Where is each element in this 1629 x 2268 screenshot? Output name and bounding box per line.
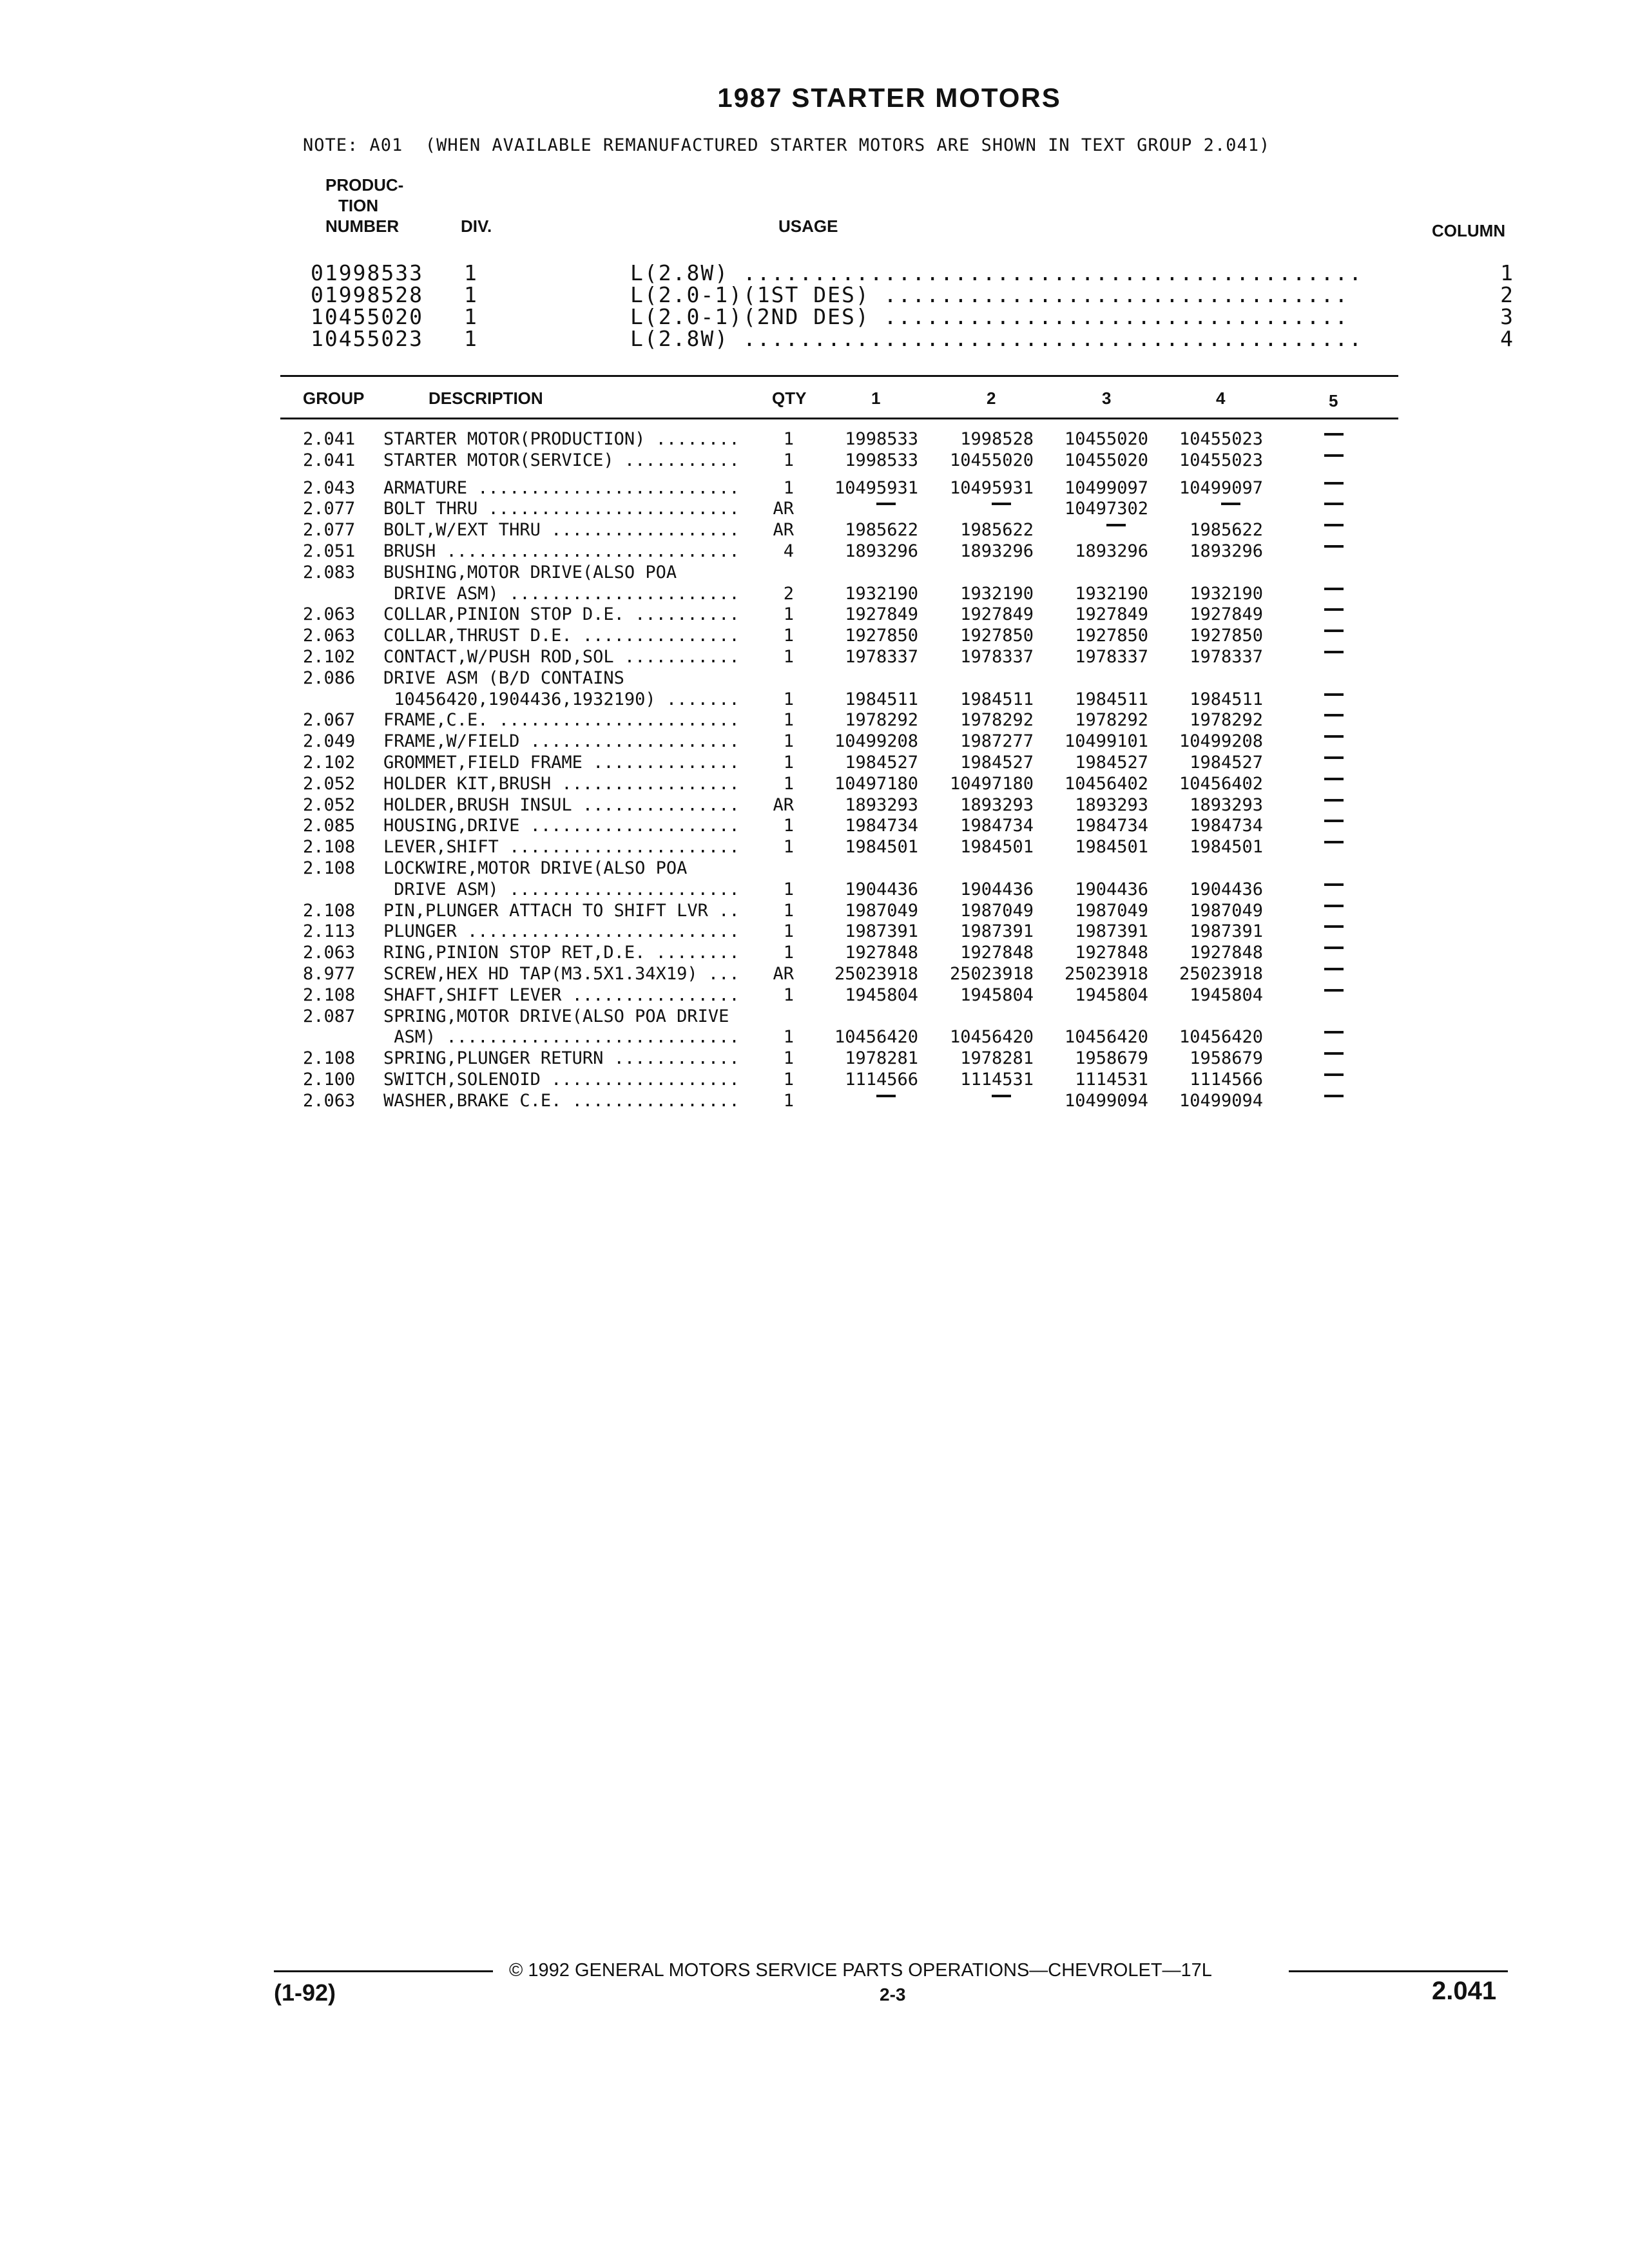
part-col-1-number: 1932190 [845,583,918,604]
part-qty: AR [773,499,794,519]
part-qty: 1 [783,1027,794,1048]
part-col-5-dash [1324,714,1344,716]
part-col-1-number: 1998533 [845,429,918,449]
part-col-2-number: 1984501 [960,837,1034,858]
part-col-3-number: 1904436 [1075,879,1148,899]
production-usage: L(2.8W) ............................................ [630,326,1364,351]
part-col-4-number: 1984527 [1190,753,1263,773]
part-col-2-number: 1927849 [960,604,1034,625]
part-col-5-dash [1324,608,1344,611]
part-col-5-dash [1324,503,1344,505]
part-col-5-dash [1324,1073,1344,1076]
footer-copyright: © 1992 GENERAL MOTORS SERVICE PARTS OPERATIONS—CHEVROLET—17L [509,1960,1212,1981]
part-col-3-number: 10499097 [1064,477,1148,498]
part-group: 2.108 [303,900,356,921]
part-group: 2.086 [303,668,356,688]
part-col-5-dash [1324,454,1344,457]
part-group: 2.067 [303,710,356,731]
part-col-2-number: 1927850 [960,626,1034,646]
col-header-1: 1 [871,389,881,408]
part-qty: 1 [783,604,794,625]
part-description: SWITCH,SOLENOID .................. [383,1070,740,1090]
part-col-1-number: 1927849 [845,604,918,625]
part-col-4-number: 10456420 [1179,1027,1263,1048]
footer-page-number: 2-3 [880,1984,906,2004]
part-col-4-number: 1958679 [1190,1048,1263,1069]
part-col-4-number: 1927848 [1190,943,1263,963]
part-col-5-dash [1324,925,1344,928]
part-description: BOLT THRU ........................ [383,499,740,519]
production-usage: L(2.0-1)(1ST DES) ................................. [630,282,1349,307]
part-col-2-number: 1904436 [960,879,1034,899]
part-qty: 1 [783,943,794,963]
production-column: 2 [1500,282,1514,307]
part-col-2-number: 1985622 [960,520,1034,541]
part-col-4-dash [1221,503,1240,505]
part-description: DRIVE ASM) ...................... [383,879,740,899]
part-description: COLLAR,PINION STOP D.E. .......... [383,604,740,625]
prod-header-usage: USAGE [778,216,838,236]
part-description: BOLT,W/EXT THRU .................. [383,520,740,541]
part-qty: 1 [783,429,794,449]
part-col-2-number: 1978337 [960,647,1034,667]
part-col-2-number: 1984734 [960,816,1034,836]
col-header-2: 2 [987,389,996,408]
part-description: COLLAR,THRUST D.E. ............... [383,626,740,646]
part-col-3-number: 1987391 [1075,921,1148,942]
part-col-4-number: 1927849 [1190,604,1263,625]
part-col-3-number: 1927850 [1075,626,1148,646]
part-col-3-number: 1932190 [1075,583,1148,604]
part-col-5-dash [1324,947,1344,949]
part-col-4-number: 1945804 [1190,985,1263,1005]
part-col-3-number: 1114531 [1075,1070,1148,1090]
part-col-5-dash [1324,1095,1344,1097]
part-col-5-dash [1324,629,1344,632]
part-group: 2.052 [303,794,356,815]
part-group: 2.108 [303,1048,356,1069]
part-qty: 1 [783,1048,794,1069]
table-top-rule [280,375,1398,377]
part-description: CONTACT,W/PUSH ROD,SOL ........... [383,647,740,667]
part-description: BRUSH ............................ [383,541,740,561]
production-usage: L(2.0-1)(2ND DES) ................................. [630,304,1349,329]
part-description: SPRING,PLUNGER RETURN ............ [383,1048,740,1069]
part-group: 2.049 [303,731,356,752]
part-col-5-dash [1324,482,1344,485]
part-description: HOLDER KIT,BRUSH ................. [383,773,740,794]
part-col-4-number: 1893293 [1190,794,1263,815]
part-col-2-number: 1932190 [960,583,1034,604]
part-col-5-dash [1324,799,1344,802]
part-qty: AR [773,794,794,815]
production-div: 1 [464,282,478,307]
part-col-3-number: 10456420 [1064,1027,1148,1048]
part-group: 2.063 [303,943,356,963]
part-qty: 1 [783,773,794,794]
part-col-2-number: 1987391 [960,921,1034,942]
part-description: BUSHING,MOTOR DRIVE(ALSO POA [383,562,677,582]
part-col-5-dash [1324,968,1344,970]
part-col-1-number: 1985622 [845,520,918,541]
part-group: 2.108 [303,858,356,878]
part-col-1-number: 10499208 [834,731,918,752]
part-col-3-number: 1984501 [1075,837,1148,858]
note-text: NOTE: A01 (WHEN AVAILABLE REMANUFACTURED STARTER MOTORS ARE SHOWN IN TEXT GROUP 2.041) [303,135,1271,155]
part-col-4-number: 1927850 [1190,626,1263,646]
part-col-1-number: 1945804 [845,985,918,1005]
part-col-1-dash [876,503,896,505]
part-col-3-number: 10497302 [1064,499,1148,519]
production-usage: L(2.8W) ............................................ [630,260,1364,285]
col-header-qty: QTY [772,389,807,408]
part-col-1-number: 1978281 [845,1048,918,1069]
part-col-2-number: 1998528 [960,429,1034,449]
part-col-1-number: 1904436 [845,879,918,899]
part-description: LEVER,SHIFT ...................... [383,837,740,858]
part-col-2-number: 10455020 [949,450,1034,470]
prod-header-line1: PRODUC- [325,175,404,195]
part-col-4-number: 1932190 [1190,583,1263,604]
part-col-3-dash [1106,524,1126,526]
part-group: 2.041 [303,429,356,449]
part-col-5-dash [1324,433,1344,436]
part-description: SCREW,HEX HD TAP(M3.5X1.34X19) ... [383,964,740,984]
part-col-4-number: 1114566 [1190,1070,1263,1090]
part-col-4-number: 1985622 [1190,520,1263,541]
part-description: HOUSING,DRIVE .................... [383,816,740,836]
part-description: RING,PINION STOP RET,D.E. ........ [383,943,740,963]
col-header-4: 4 [1216,389,1226,408]
part-col-5-dash [1324,756,1344,759]
part-qty: 1 [783,626,794,646]
part-col-1-number: 1984527 [845,753,918,773]
part-col-1-number: 25023918 [834,964,918,984]
part-col-3-number: 1958679 [1075,1048,1148,1069]
part-col-2-number: 1978281 [960,1048,1034,1069]
part-col-5-dash [1324,545,1344,548]
part-col-2-number: 10495931 [949,477,1034,498]
part-group: 2.108 [303,837,356,858]
part-col-3-number: 10456402 [1064,773,1148,794]
part-qty: 1 [783,710,794,731]
part-description: ARMATURE ......................... [383,477,740,498]
col-header-group: GROUP [303,389,365,408]
part-col-2-number: 1987277 [960,731,1034,752]
part-col-3-number: 1893293 [1075,794,1148,815]
page-title: 1987 STARTER MOTORS [717,82,1061,113]
production-div: 1 [464,326,478,351]
part-description: FRAME,W/FIELD .................... [383,731,740,752]
part-col-1-number: 1987391 [845,921,918,942]
table-header-rule [280,418,1398,419]
part-group: 2.077 [303,520,356,541]
part-col-3-number: 25023918 [1064,964,1148,984]
prod-header-line2: TION [338,196,379,215]
footer-section-number: 2.041 [1432,1977,1497,2005]
part-group: 2.113 [303,921,356,942]
part-group: 2.102 [303,647,356,667]
part-col-5-dash [1324,1031,1344,1033]
part-col-5-dash [1324,820,1344,822]
part-qty: 1 [783,837,794,858]
part-col-1-number: 1984734 [845,816,918,836]
part-col-4-number: 10499208 [1179,731,1263,752]
part-col-3-number: 1927848 [1075,943,1148,963]
part-group: 2.100 [303,1070,356,1090]
footer-rule-right [1289,1970,1508,1972]
part-col-4-number: 1978292 [1190,710,1263,731]
part-col-5-dash [1324,693,1344,696]
part-col-1-number: 1927850 [845,626,918,646]
part-description: ASM) ............................ [383,1027,740,1048]
part-description: DRIVE ASM (B/D CONTAINS [383,668,624,688]
part-col-2-number: 1978292 [960,710,1034,731]
part-qty: 1 [783,1070,794,1090]
part-description: STARTER MOTOR(PRODUCTION) ........ [383,429,740,449]
part-description: HOLDER,BRUSH INSUL ............... [383,794,740,815]
part-description: GROMMET,FIELD FRAME .............. [383,753,740,773]
part-col-2-number: 1987049 [960,900,1034,921]
part-group: 2.052 [303,773,356,794]
part-col-3-number: 1945804 [1075,985,1148,1005]
part-group: 2.102 [303,753,356,773]
part-col-2-number: 1927848 [960,943,1034,963]
part-col-4-number: 1987049 [1190,900,1263,921]
part-description: WASHER,BRAKE C.E. ................ [383,1090,740,1111]
part-col-1-number: 1893293 [845,794,918,815]
part-col-4-number: 1893296 [1190,541,1263,561]
part-qty: 1 [783,753,794,773]
part-col-4-number: 10455023 [1179,450,1263,470]
part-group: 2.087 [303,1006,356,1026]
part-group: 2.063 [303,604,356,625]
part-qty: 4 [783,541,794,561]
part-qty: 1 [783,879,794,899]
production-column: 4 [1500,326,1514,351]
part-col-4-number: 10455023 [1179,429,1263,449]
part-qty: 1 [783,450,794,470]
part-group: 2.085 [303,816,356,836]
part-col-5-dash [1324,1052,1344,1055]
part-group: 2.051 [303,541,356,561]
part-group: 2.043 [303,477,356,498]
part-description: PIN,PLUNGER ATTACH TO SHIFT LVR .. [383,900,740,921]
part-description: SPRING,MOTOR DRIVE(ALSO POA DRIVE [383,1006,729,1026]
part-col-5-dash [1324,841,1344,843]
part-qty: 1 [783,900,794,921]
part-col-1-number: 1987049 [845,900,918,921]
prod-header-div: DIV. [461,216,492,236]
part-col-3-number: 10455020 [1064,429,1148,449]
part-col-5-dash [1324,735,1344,738]
part-col-5-dash [1324,524,1344,526]
part-col-1-number: 1927848 [845,943,918,963]
part-col-3-number: 1978292 [1075,710,1148,731]
part-col-2-dash [992,1095,1011,1097]
part-col-4-number: 10499097 [1179,477,1263,498]
part-col-1-number: 10495931 [834,477,918,498]
part-col-1-number: 1984511 [845,689,918,709]
prod-header-column: COLUMN [1432,221,1506,240]
col-header-5: 5 [1329,391,1338,410]
part-col-5-dash [1324,588,1344,590]
part-col-4-number: 1978337 [1190,647,1263,667]
part-description: FRAME,C.E. ....................... [383,710,740,731]
part-description: STARTER MOTOR(SERVICE) ........... [383,450,740,470]
part-qty: 1 [783,647,794,667]
production-number: 10455023 [311,326,423,351]
part-description: SHAFT,SHIFT LEVER ................ [383,985,740,1005]
part-col-4-number: 10499094 [1179,1090,1263,1111]
part-group: 2.063 [303,1090,356,1111]
part-col-3-number: 10499094 [1064,1090,1148,1111]
footer-date: (1-92) [274,1979,336,2006]
part-col-1-number: 1978292 [845,710,918,731]
part-group: 2.083 [303,562,356,582]
production-number: 01998533 [311,260,423,285]
part-col-3-number: 1987049 [1075,900,1148,921]
part-group: 2.077 [303,499,356,519]
part-col-2-number: 1893293 [960,794,1034,815]
part-col-1-number: 10497180 [834,773,918,794]
part-col-2-number: 10456420 [949,1027,1034,1048]
part-col-1-number: 10456420 [834,1027,918,1048]
part-col-5-dash [1324,989,1344,992]
part-qty: 2 [783,583,794,604]
part-qty: 1 [783,689,794,709]
production-number: 01998528 [311,282,423,307]
part-col-4-number: 1987391 [1190,921,1263,942]
part-qty: 1 [783,477,794,498]
part-col-5-dash [1324,778,1344,780]
part-col-3-number: 10455020 [1064,450,1148,470]
part-col-2-number: 1114531 [960,1070,1034,1090]
part-col-4-number: 1904436 [1190,879,1263,899]
part-col-3-number: 1984511 [1075,689,1148,709]
col-header-description: DESCRIPTION [429,389,543,408]
col-header-3: 3 [1102,389,1112,408]
part-col-2-number: 10497180 [949,773,1034,794]
part-col-1-number: 1893296 [845,541,918,561]
part-col-5-dash [1324,905,1344,907]
part-description: LOCKWIRE,MOTOR DRIVE(ALSO POA [383,858,688,878]
part-col-2-number: 1984527 [960,753,1034,773]
part-qty: 1 [783,816,794,836]
part-col-1-dash [876,1095,896,1097]
part-group: 8.977 [303,964,356,984]
production-number: 10455020 [311,304,423,329]
part-col-2-number: 25023918 [949,964,1034,984]
part-qty: AR [773,520,794,541]
part-col-3-number: 10499101 [1064,731,1148,752]
part-description: PLUNGER .......................... [383,921,740,942]
part-col-4-number: 25023918 [1179,964,1263,984]
part-qty: AR [773,964,794,984]
part-col-2-dash [992,503,1011,505]
part-group: 2.041 [303,450,356,470]
part-col-4-number: 1984511 [1190,689,1263,709]
part-col-2-number: 1945804 [960,985,1034,1005]
part-col-3-number: 1927849 [1075,604,1148,625]
part-group: 2.063 [303,626,356,646]
production-column: 3 [1500,304,1514,329]
part-qty: 1 [783,985,794,1005]
part-qty: 1 [783,1090,794,1111]
part-description: DRIVE ASM) ...................... [383,583,740,604]
part-col-1-number: 1978337 [845,647,918,667]
part-col-2-number: 1893296 [960,541,1034,561]
part-col-3-number: 1984527 [1075,753,1148,773]
prod-header-line3: NUMBER [325,216,400,236]
footer-rule-left [274,1970,493,1972]
part-col-4-number: 1984501 [1190,837,1263,858]
part-col-3-number: 1978337 [1075,647,1148,667]
part-col-1-number: 1998533 [845,450,918,470]
production-div: 1 [464,260,478,285]
part-col-2-number: 1984511 [960,689,1034,709]
part-group: 2.108 [303,985,356,1005]
part-col-4-number: 1984734 [1190,816,1263,836]
part-col-4-number: 10456402 [1179,773,1263,794]
production-div: 1 [464,304,478,329]
part-col-1-number: 1114566 [845,1070,918,1090]
part-qty: 1 [783,731,794,752]
part-description: 10456420,1904436,1932190) ....... [383,689,740,709]
production-column: 1 [1500,260,1514,285]
part-col-3-number: 1893296 [1075,541,1148,561]
part-col-5-dash [1324,651,1344,653]
part-col-3-number: 1984734 [1075,816,1148,836]
part-col-1-number: 1984501 [845,837,918,858]
part-qty: 1 [783,921,794,942]
part-col-5-dash [1324,883,1344,886]
